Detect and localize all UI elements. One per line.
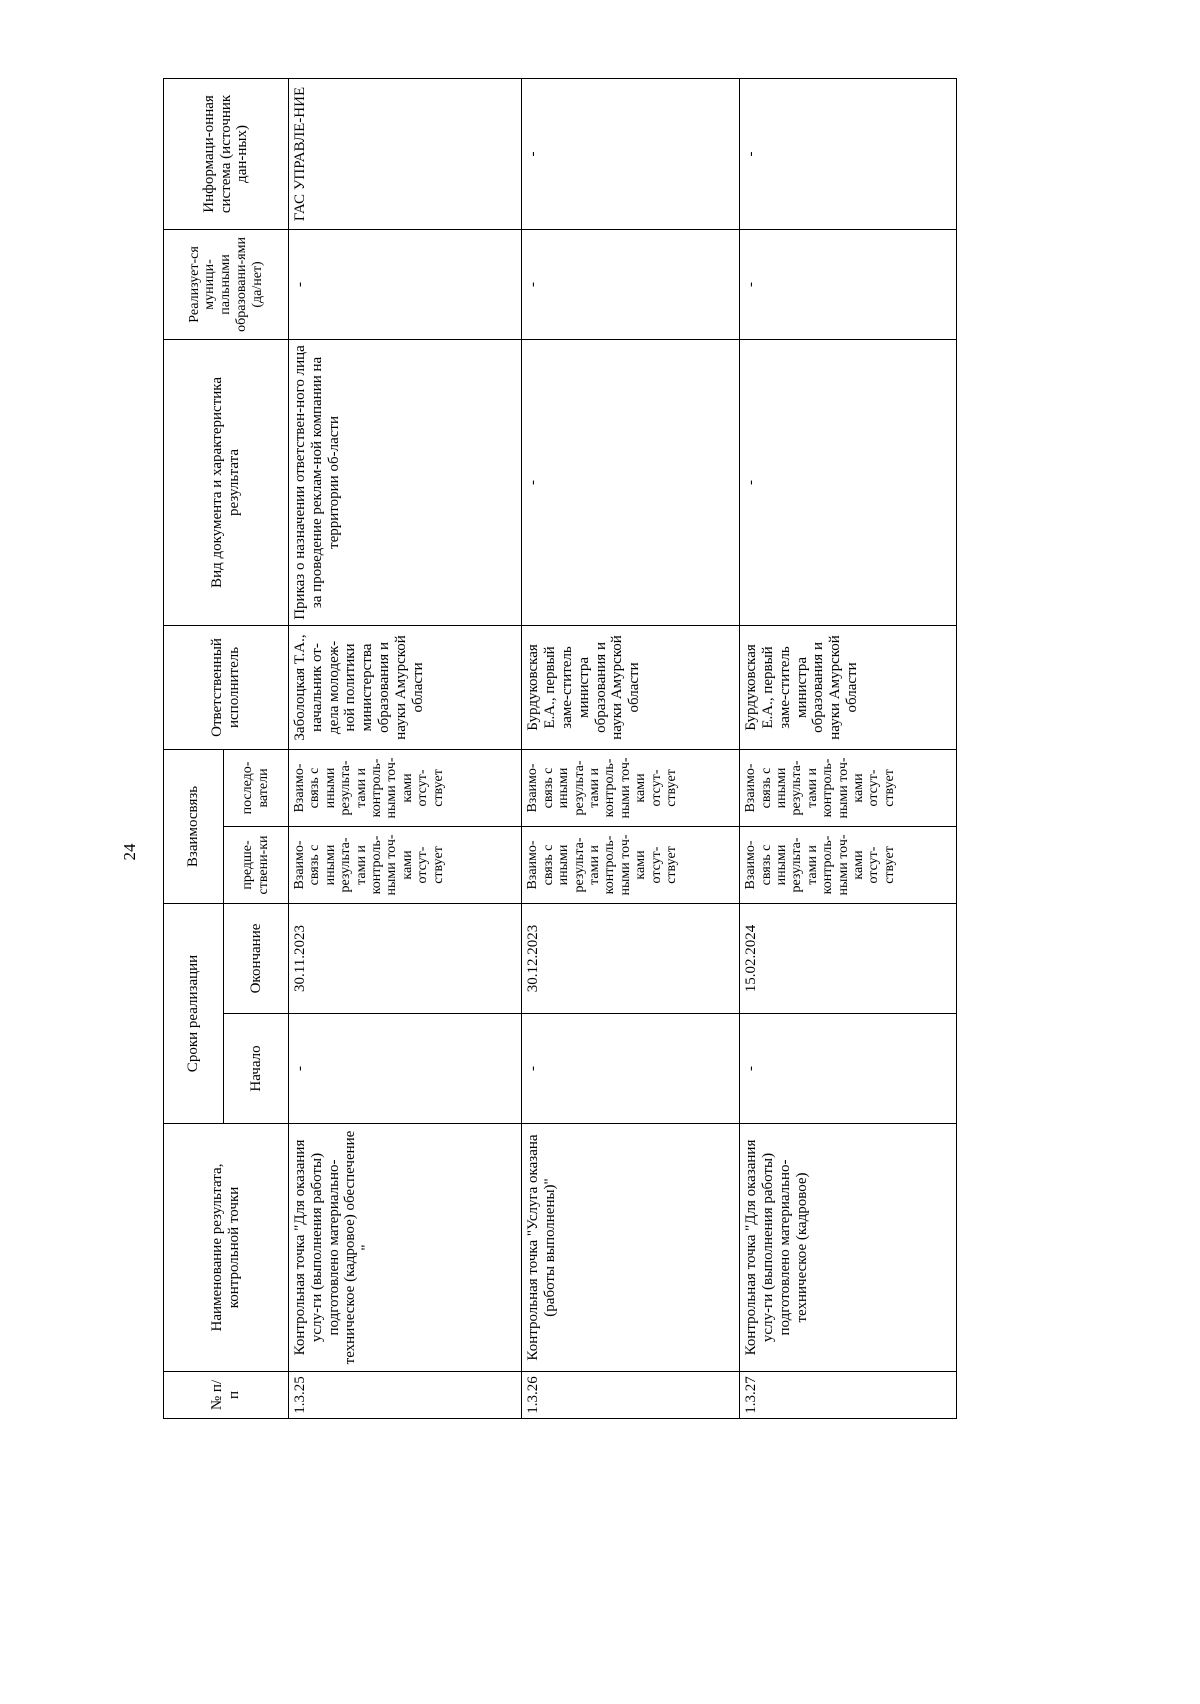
row-name: Контрольная точка "Для оказания услу-ги (выполнения работы) подготовлено материально- техническое (кадровое) обеспечение " <box>289 1124 522 1372</box>
row-prev: Взаимо-связь с иными результа-тами и контроль-ными точ-ками отсут-ствует <box>289 826 522 903</box>
table-row <box>740 78 957 1418</box>
header-doc: Вид документа и характеристика результата <box>164 339 289 625</box>
row-municipal: - <box>522 229 740 339</box>
row-doc: Приказ о назначении ответствен-ного лица за проведение реклам-ной компании на территории об-ласти <box>289 339 522 625</box>
control-points-table <box>163 78 957 1419</box>
row-executor: Бурдуковская Е.А., первый заме-ститель министра образования и науки Амурской области <box>740 625 957 749</box>
row-prev: Взаимо-связь с иными результа-тами и контроль-ными точ-ками отсут-ствует <box>522 826 740 903</box>
row-start: - <box>289 1014 522 1124</box>
row-executor: Бурдуковская Е.А., первый заме-ститель министра образования и науки Амурской области <box>522 625 740 749</box>
row-infosys: - <box>740 78 957 229</box>
header-next: последо-ватели <box>224 749 289 826</box>
row-end: 15.02.2024 <box>740 903 957 1013</box>
rotated-page <box>163 79 957 1419</box>
row-next: Взаимо-связь с иными результа-тами и контроль-ными точ-ками отсут-ствует <box>740 749 957 826</box>
header-executor: Ответственный исполнитель <box>164 625 289 749</box>
row-end: 30.12.2023 <box>522 903 740 1013</box>
row-doc: - <box>740 339 957 625</box>
header-end: Окончание <box>224 903 289 1013</box>
row-end: 30.11.2023 <box>289 903 522 1013</box>
header-infosys: Информаци-онная система (источник дан-ных) <box>164 78 289 229</box>
row-next: Взаимо-связь с иными результа-тами и контроль-ными точ-ками отсут-ствует <box>522 749 740 826</box>
row-num: 1.3.26 <box>522 1372 740 1419</box>
row-name: Контрольная точка "Услуга оказана (работы выполнены)" <box>522 1124 740 1372</box>
row-doc: - <box>522 339 740 625</box>
table-row <box>289 78 522 1418</box>
row-next: Взаимо-связь с иными результа-тами и контроль-ными точ-ками отсут-ствует <box>289 749 522 826</box>
row-name: Контрольная точка "Для оказания услу-ги (выполнения работы) подготовлено материально- техническое (кадровое) <box>740 1124 957 1372</box>
row-infosys: ГАС УПРАВЛЕ-НИЕ <box>289 78 522 229</box>
header-prev: предше-ствени-ки <box>224 826 289 903</box>
header-start: Начало <box>224 1014 289 1124</box>
row-municipal: - <box>740 229 957 339</box>
row-municipal: - <box>289 229 522 339</box>
row-prev: Взаимо-связь с иными результа-тами и контроль-ными точ-ками отсут-ствует <box>740 826 957 903</box>
header-relation: Взаимосвязь <box>164 749 224 903</box>
row-start: - <box>522 1014 740 1124</box>
header-terms: Сроки реализации <box>164 903 224 1123</box>
page-number: 24 <box>120 843 139 861</box>
row-start: - <box>740 1014 957 1124</box>
table-row <box>522 78 740 1418</box>
row-num: 1.3.25 <box>289 1372 522 1419</box>
row-num: 1.3.27 <box>740 1372 957 1419</box>
row-executor: Заболоцкая Т.А., начальник от-дела молодеж-ной политики министерства образования и науки Амурской области <box>289 625 522 749</box>
header-num: № п/п <box>164 1372 289 1419</box>
header-name: Наименование результата, контрольной точки <box>164 1124 289 1372</box>
header-municipal: Реализует-ся муници-пальными образовани-ями (да/нет) <box>164 229 289 339</box>
row-infosys: - <box>522 78 740 229</box>
